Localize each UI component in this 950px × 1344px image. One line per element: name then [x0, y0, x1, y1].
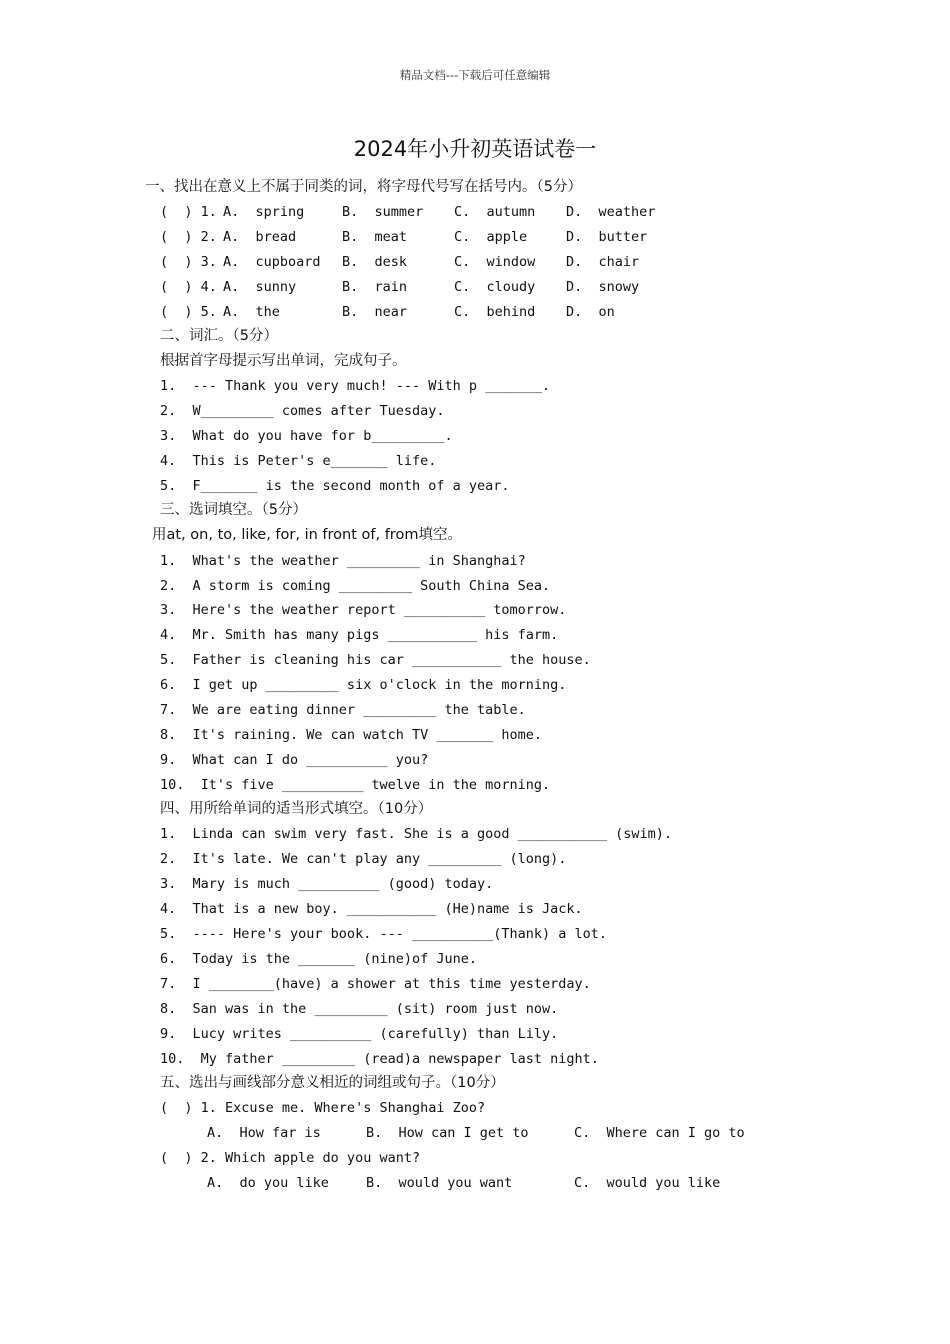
section2-item-5: 5. F_______ is the second month of a year. [160, 478, 510, 494]
option-a: A. sunny [223, 279, 297, 295]
option-b: B. rain [342, 279, 408, 295]
option-d: D. snowy [566, 279, 640, 295]
option-b: B. desk [342, 254, 408, 270]
section5-options-2 [207, 1174, 807, 1192]
option-c: C. apple [454, 229, 528, 245]
section5-question-2: ( ) 2. Which apple do you want? [160, 1150, 421, 1166]
section2-item-1: 1. --- Thank you very much! --- With p _______. [160, 378, 551, 394]
section2-heading: 二、词汇。（5分） [160, 328, 278, 344]
section3-instruction: 用at, on, to, like, for, in front of, from填空。 [152, 527, 462, 543]
section2-instruction: 根据首字母提示写出单词，完成句子。 [160, 353, 407, 369]
option-c: C. autumn [454, 204, 536, 220]
question-number: ( ) 2. [160, 229, 217, 245]
question-number: ( ) 3. [160, 254, 217, 270]
option-c: C. Where can I go to [574, 1125, 745, 1141]
option-c: C. window [454, 254, 536, 270]
section5-question-1: ( ) 1. Excuse me. Where's Shanghai Zoo? [160, 1100, 486, 1116]
section4-item-7: 7. I ________(have) a shower at this time yesterday. [160, 976, 591, 992]
option-a: A. spring [223, 204, 305, 220]
section3-item-1: 1. What's the weather _________ in Shanghai? [160, 553, 526, 569]
section4-item-4: 4. That is a new boy. ___________ (He)name is Jack. [160, 901, 583, 917]
section4-item-8: 8. San was in the _________ (sit) room just now. [160, 1001, 559, 1017]
section1-question-4 [160, 278, 860, 296]
section4-item-6: 6. Today is the _______ (nine)of June. [160, 951, 477, 967]
option-d: D. weather [566, 204, 656, 220]
option-b: B. How can I get to [366, 1125, 529, 1141]
section1-question-2 [160, 228, 860, 246]
question-number: ( ) 1. [160, 204, 217, 220]
section1-question-1 [160, 203, 860, 221]
question-number: ( ) 5. [160, 304, 217, 320]
option-a: A. the [223, 304, 280, 320]
section5-options-1 [207, 1124, 807, 1142]
section3-item-8: 8. It's raining. We can watch TV _______ home. [160, 727, 543, 743]
section4-item-5: 5. ---- Here's your book. --- __________(Thank) a lot. [160, 926, 608, 942]
page-title: 2024年小升初英语试卷一 [353, 137, 597, 161]
option-d: D. chair [566, 254, 640, 270]
option-b: B. summer [342, 204, 424, 220]
section4-heading: 四、用所给单词的适当形式填空。（10分） [160, 801, 433, 817]
option-b: B. meat [342, 229, 408, 245]
section3-item-3: 3. Here's the weather report __________ tomorrow. [160, 602, 567, 618]
section4-item-9: 9. Lucy writes __________ (carefully) than Lily. [160, 1026, 559, 1042]
section3-item-2: 2. A storm is coming _________ South China Sea. [160, 578, 551, 594]
option-a: A. How far is [207, 1125, 321, 1141]
section1-question-3 [160, 253, 860, 271]
section3-heading: 三、选词填空。（5分） [160, 502, 307, 518]
option-c: C. behind [454, 304, 536, 320]
section2-item-3: 3. What do you have for b_________. [160, 428, 453, 444]
option-d: D. on [566, 304, 615, 320]
option-a: A. bread [223, 229, 297, 245]
question-number: ( ) 4. [160, 279, 217, 295]
section3-item-9: 9. What can I do __________ you? [160, 752, 429, 768]
section1-question-5 [160, 303, 860, 321]
section1-heading: 一、找出在意义上不属于同类的词，将字母代号写在括号内。（5分） [145, 179, 582, 195]
option-a: A. cupboard [223, 254, 321, 270]
section4-item-10: 10. My father _________ (read)a newspaper last night. [160, 1051, 599, 1067]
section4-item-1: 1. Linda can swim very fast. She is a good ___________ (swim). [160, 826, 673, 842]
option-a: A. do you like [207, 1175, 329, 1191]
option-b: B. would you want [366, 1175, 513, 1191]
section3-item-7: 7. We are eating dinner _________ the table. [160, 702, 526, 718]
option-d: D. butter [566, 229, 648, 245]
section3-item-5: 5. Father is cleaning his car ___________ the house. [160, 652, 591, 668]
option-c: C. cloudy [454, 279, 536, 295]
section5-heading: 五、选出与画线部分意义相近的词组或句子。（10分） [160, 1075, 505, 1091]
section3-item-6: 6. I get up _________ six o'clock in the morning. [160, 677, 567, 693]
option-c: C. would you like [574, 1175, 721, 1191]
option-b: B. near [342, 304, 408, 320]
section2-item-4: 4. This is Peter's e_______ life. [160, 453, 437, 469]
section2-item-2: 2. W_________ comes after Tuesday. [160, 403, 445, 419]
page-header: 精品文档---下载后可任意编辑 [399, 68, 551, 82]
section3-item-4: 4. Mr. Smith has many pigs ___________ his farm. [160, 627, 559, 643]
section3-item-10: 10. It's five __________ twelve in the morning. [160, 777, 551, 793]
section4-item-3: 3. Mary is much __________ (good) today. [160, 876, 494, 892]
section4-item-2: 2. It's late. We can't play any _________ (long). [160, 851, 567, 867]
